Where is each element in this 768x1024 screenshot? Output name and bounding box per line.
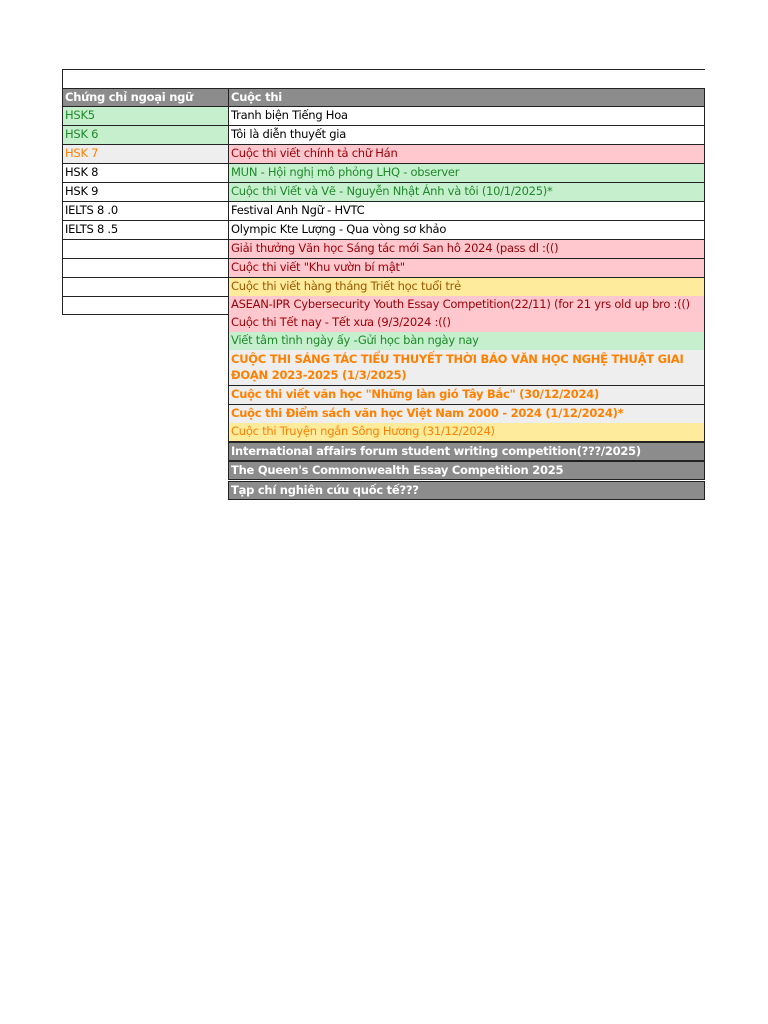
competition-cell[interactable]: ASEAN-IPR Cybersecurity Youth Essay Competition(22/11) (for 21 yrs old up bro :(() xyxy=(228,296,705,315)
empty-cell[interactable] xyxy=(62,296,229,315)
competition-cell[interactable]: Cuộc thi viết hàng tháng Triết học tuổi trẻ xyxy=(228,278,705,297)
competition-cell[interactable]: Tạp chí nghiên cứu quốc tế??? xyxy=(228,481,705,500)
competition-cell[interactable]: CUỘC THI SÁNG TÁC TIỂU THUYẾT THỜI BÁO VĂN HỌC NGHỆ THUẬT GIAI ĐOẠN 2023-2025 (1/3/2025) xyxy=(228,350,705,386)
header-certificates[interactable]: Chứng chỉ ngoại ngữ xyxy=(62,88,229,107)
competition-cell[interactable]: Tranh biện Tiếng Hoa xyxy=(228,107,705,126)
cert-cell[interactable]: HSK5 xyxy=(62,107,229,126)
title-row[interactable] xyxy=(62,69,705,88)
empty-cell[interactable] xyxy=(62,259,229,278)
competition-cell[interactable]: Cuộc thi viết văn học "Những làn gió Tây Bắc" (30/12/2024) xyxy=(228,386,705,405)
empty-cell[interactable] xyxy=(62,278,229,297)
cert-cell[interactable]: HSK 6 xyxy=(62,126,229,145)
competition-cell[interactable]: Cuộc thi viết "Khu vườn bí mật" xyxy=(228,259,705,278)
cert-cell[interactable]: HSK 7 xyxy=(62,145,229,164)
cert-cell[interactable]: HSK 9 xyxy=(62,183,229,202)
cert-cell[interactable]: IELTS 8 .5 xyxy=(62,221,229,240)
competition-cell[interactable]: Cuộc thi viết chính tả chữ Hán xyxy=(228,145,705,164)
competition-cell[interactable]: Cuộc thi Tết nay - Tết xưa (9/3/2024 :(() xyxy=(228,314,705,333)
header-competitions[interactable]: Cuộc thi xyxy=(228,88,705,107)
competition-cell[interactable]: Cuộc thi Điểm sách văn học Việt Nam 2000 - 2024 (1/12/2024)* xyxy=(228,405,705,424)
competition-cell[interactable]: The Queen's Commonwealth Essay Competition 2025 xyxy=(228,461,705,480)
competition-cell[interactable]: Olympic Kte Lượng - Qua vòng sơ khảo xyxy=(228,221,705,240)
competition-cell[interactable]: Cuộc thi Viết và Vẽ - Nguyễn Nhật Ánh và tôi (10/1/2025)* xyxy=(228,183,705,202)
competition-cell[interactable]: International affairs forum student writing competition(???/2025) xyxy=(228,442,705,461)
competition-cell[interactable]: Viết tâm tình ngày ấy -Gửi học bàn ngày nay xyxy=(228,332,705,351)
competition-cell[interactable]: Giải thưởng Văn học Sáng tác mới San hô 2024 (pass dl :(() xyxy=(228,240,705,259)
competition-cell[interactable]: MUN - Hội nghị mô phỏng LHQ - observer xyxy=(228,164,705,183)
empty-cell[interactable] xyxy=(62,240,229,259)
competition-cell[interactable]: Tôi là diễn thuyết gia xyxy=(228,126,705,145)
cert-cell[interactable]: HSK 8 xyxy=(62,164,229,183)
competition-cell[interactable]: Cuộc thi Truyện ngắn Sông Hương (31/12/2024) xyxy=(228,423,705,442)
competition-cell[interactable]: Festival Anh Ngữ - HVTC xyxy=(228,202,705,221)
cert-cell[interactable]: IELTS 8 .0 xyxy=(62,202,229,221)
